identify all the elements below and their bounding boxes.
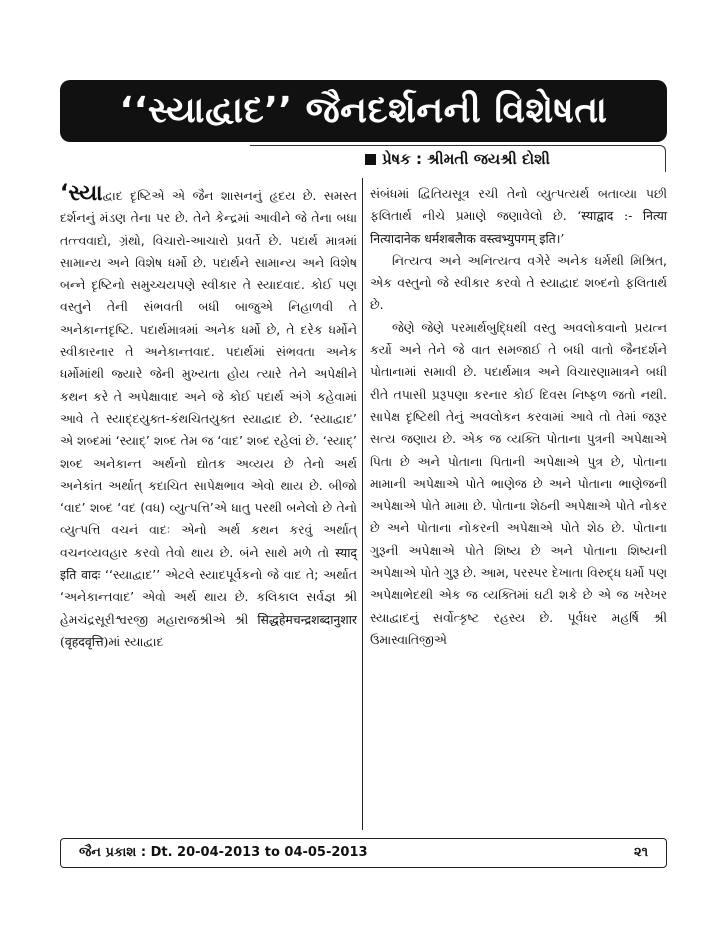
right-column [370,183,667,651]
byline [250,145,666,172]
left-paragraph [60,183,357,653]
right-paragraph-2: નિત્યત્વ અને અનિત્યત્વ વગેરે અનેક ધર્મથી મિશ્રિત, એક વસ્તુનો જે સ્વીકાર કરવો તે સ્યાદ્વાદ શબ્દનો ફલિતાર્થ છે. [370,252,667,313]
left-text-1: દ્વાદ દૃષ્ટિએ એ જૈન શાસનનું હૃદય છે. સમસ્ત દર્શનનું મંડણ તેના પર છે. તેને કેન્દ્રમાં આવીને જે તેના બધા તત્ત્વવાદો, ગ્રંથો, વિચારો-આચારો પ્રવર્તે છે. પદાર્થ માત્રમાં સામાન્ય અને વિશેષ ધર્મો છે. પદાર્થને સામાન્ય અને વિશેષ બન્ને દૃષ્ટિનો સમુચ્ચયપણે સ્વીકાર તે સ્યાદવાદ. કોઈ પણ વસ્તુને તેની સંભવતી બધી બાજુએ નિહાળવી તે અનેકાન્તદૃષ્ટિ. પદાર્થમાત્રમાં અનેક ધર્મો છે, તે દરેક ધર્મોને સ્વીકારનાર તે અનેકાન્તવાદ. પદાર્થમાં સંભવતા અનેક ધર્મોમાંથી જ્યારે જેની મુખ્યતા હોય ત્યારે તેને અપેક્ષીને કથન કરે તે અપેક્ષાવાદ અને જે કોઈ પદાર્થ અંગે કહેવામાં આવે તે સ્યાદ્દયુક્ત-કંથચિતયુક્ત સ્યાદ્વાદ છે. ‘સ્યાદ્વાદ’ એ શબ્દમાં ‘સ્યાદ્’ શબ્દ તેમ જ ‘વાદ’ શબ્દ રહેલાં છે. ‘સ્યાદ્’ શબ્દ અનેકાન્ત અર્થનો દ્યોતક અવ્યય છે તેનો અર્થ અનેકાંત અર્થાત્ કદાચિત સાપેક્ષભાવ એવો થાય છે. બીજો ‘વાદ’ શબ્દ ‘વદ (વધ) વ્યુત્પત્તિ’એ ધાતુ પરથી બનેલો છે તેનો વ્યુત્પત્તિ વચનં વાદઃ એનો અર્થ કથન કરવું અર્થાત્ વચનવ્યવહાર કરવો તેવો થાય છે. બંને સાથે મળે તો [60,188,357,560]
right-paragraph-1 [370,183,667,250]
left-column [60,183,357,653]
left-sanskrit-1: स्याद् इति वादः [60,544,357,583]
article-title: ‘‘સ્યાદ્વાદ’’ જૈનદર્શનની વિશેષતા [119,90,608,131]
right-text-1: સંબંધમાં દ્વિતિયસૂત્ર રચી તેનો વ્યુત્પત્યર્થ બતાવ્યા પછી ફલિતાર્થ નીચે પ્રમાણે જણાવેલો છે. [370,186,667,224]
left-text-2: ‘‘સ્યાદ્વાદ’’ એટલે સ્યાદપૂર્વકનો જે વાદ તે; અર્થાત ‘અનેકાન્તવાદ’ એવો અર્થ થાય છે. કલિકાલ સર્વજ્ઞ શ્રી હેમચંદ્રસૂરીશ્વરજી મહારાજશ્રીએ શ્રી [60,567,357,627]
right-sanskrit-1: ‘स्याद्वाद :- नित्या नित्यादानेक धर्मशबलैाक वस्त्वभ्युपगम् इति।’ [370,208,667,246]
right-paragraph-3: જેણે જેણે પરમાર્થબુદ્ધિથી વસ્તુ અવલોકવાનો પ્રયત્ન કર્યો અને તેને જે વાત સમજાઈ તે બધી વાતો જૈનદર્શને પોતાનામાં સમાવી છે. પદાર્થમાત્ર અને વિચારણામાત્રને બધી રીતે તપાસી પ્રરૂપણા કરનાર કોઈ દિવસ નિષ્ફળ જતો નથી. સાપેક્ષ દૃષ્ટિથી તેનું અવલોકન કરવામાં આવે તો તેમાં જરૂર સત્ય જણાય છે. એક જ વ્યક્તિ પોતાના પુત્રની અપેક્ષાએ પિતા છે અને પોતાના પિતાની અપેક્ષાએ પુત્ર છે, પોતાના મામાની અપેક્ષાએ પોતે ભાણેજ છે અને પોતાના ભાણેજની અપેક્ષાએ પોતે મામા છે. પોતાના શેઠની અપેક્ષાએ પોતે નોકર છે અને પોતાના નોકરની અપેક્ષાએ પોતે શેઠ છે. પોતાના ગુરૂની અપેક્ષાએ પોતે શિષ્ય છે અને પોતાના શિષ્યની અપેક્ષાએ પોતે ગુરૂ છે. આમ, પરસ્પર દેખાતા વિરુદ્ધ ધર્મો પણ અપેક્ષાભેદથી એક જ વ્યક્તિમાં ઘટી શકે છે એ જ ખરેખર સ્યાદ્વાદનું સર્વોત્કૃષ્ટ રહસ્ય છે. પૂર્વધર મહર્ષિ શ્રી ઉમાસ્વાતિજીએ [370,319,668,647]
byline-text: પ્રેષક : શ્રીમતી જયશ્રી દોશી [382,150,550,168]
publication-info: જૈન પ્રકાશ : Dt. 20-04-2013 to 04-05-2013 [79,845,368,860]
column-divider [362,178,363,830]
left-sanskrit-2: सिद्धहेमचन्द्रशब्दानुशार (वृहदवृत्ति) [60,611,357,649]
title-banner [60,80,667,142]
left-text-3: માં સ્યાદ્વાદ [108,633,164,649]
dropcap: ‘સ્યા [60,181,103,206]
footer-bar [60,838,667,868]
page-number: ૨૧ [633,845,648,860]
square-bullet-icon [365,154,376,165]
byline-box [60,145,667,173]
